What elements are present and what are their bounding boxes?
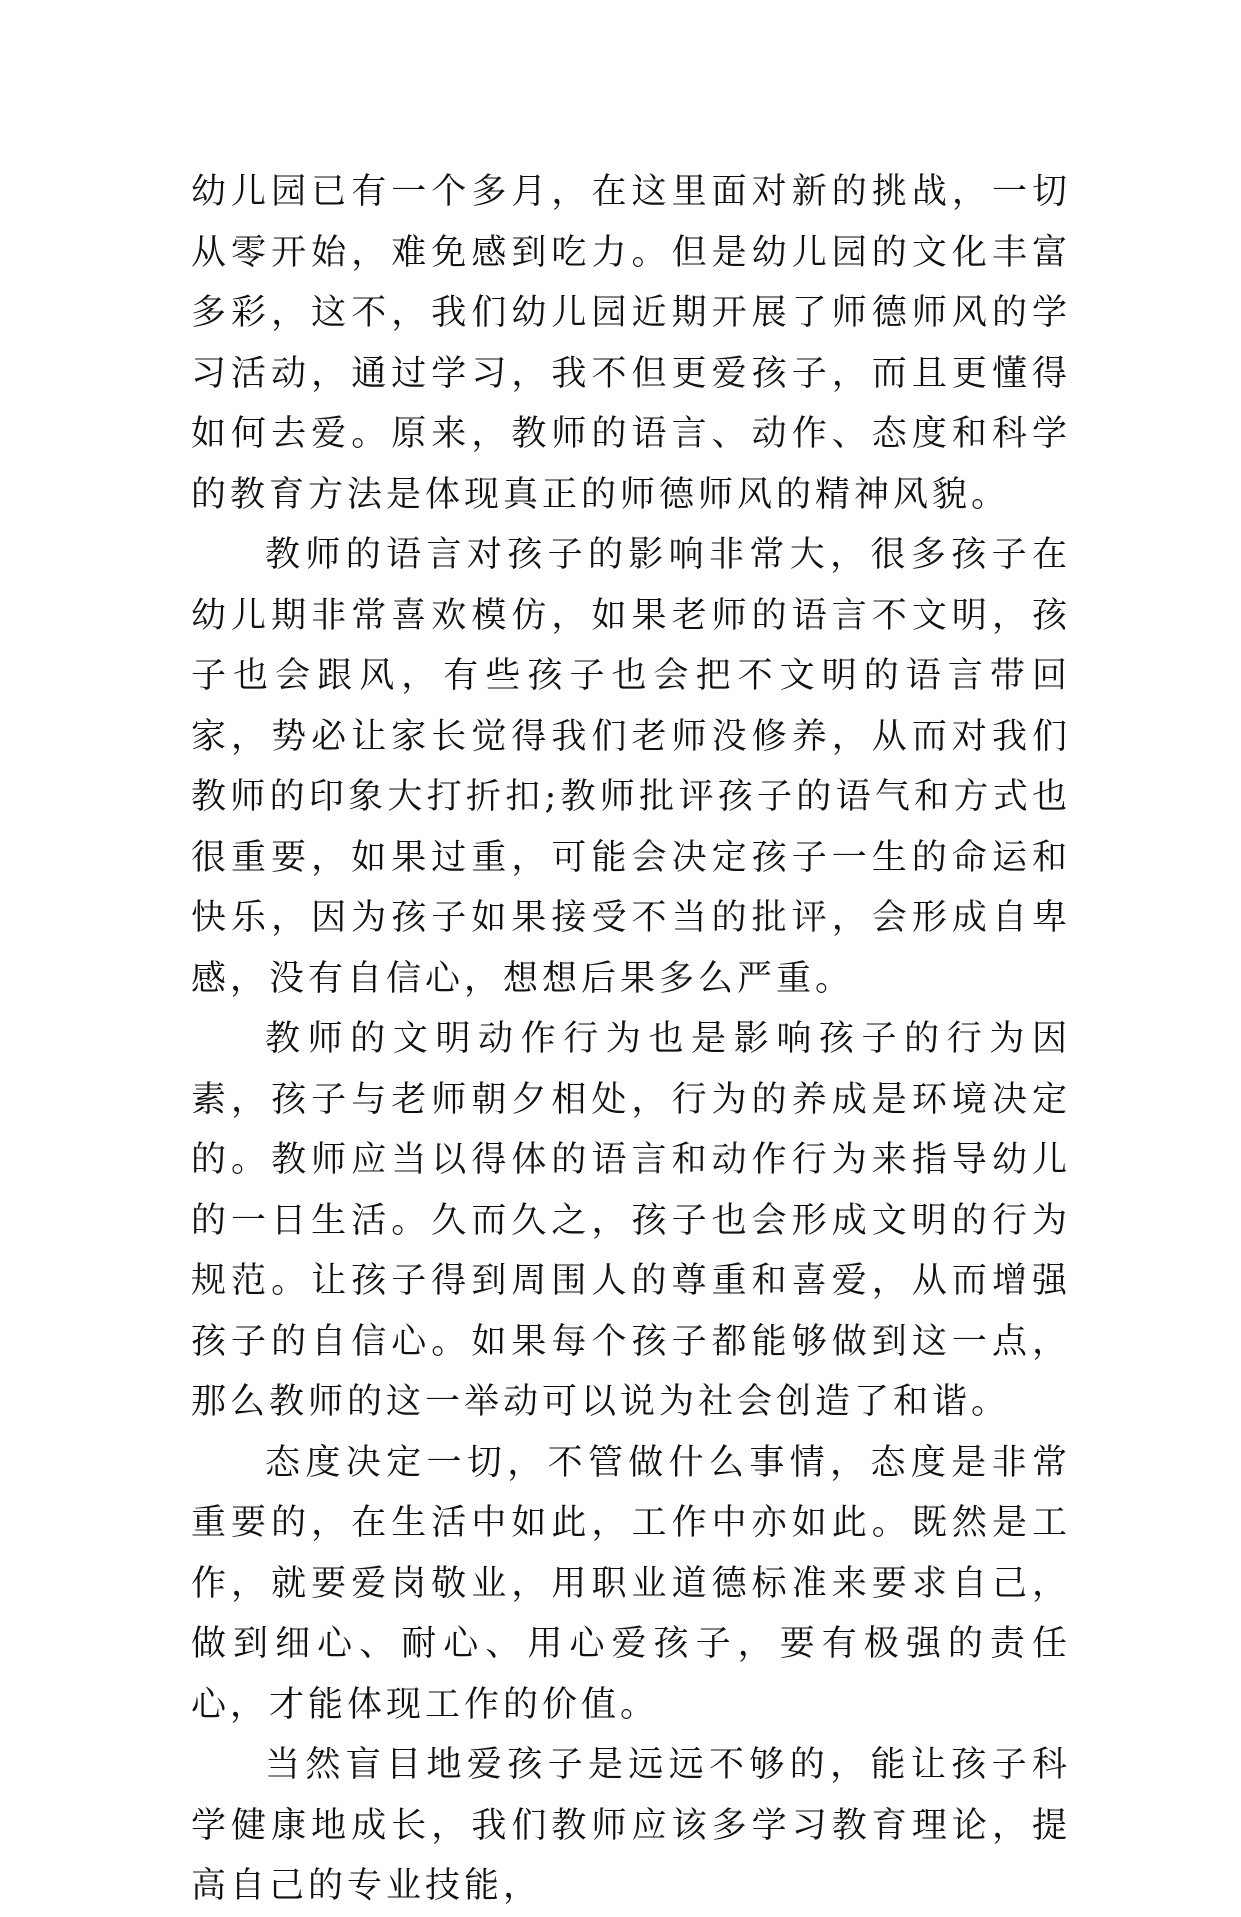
paragraph-teacher-language: 教师的语言对孩子的影响非常大，很多孩子在幼儿期非常喜欢模仿，如果老师的语言不文明，孩子也会跟风，有些孩子也会把不文明的语言带回家，势必让家长觉得我们老师没修养，从而对我们教师的印象大打折扣;教师批评孩子的语气和方式也很重要，如果过重，可能会决定孩子一生的命运和快乐，因为孩子如果接受不当的批评，会形成自卑感，没有自信心，想想后果多么严重。 (191, 535, 1071, 999)
paragraph-teacher-behavior: 教师的文明动作行为也是影响孩子的行为因素，孩子与老师朝夕相处，行为的养成是环境决定的。教师应当以得体的语言和动作行为来指导幼儿的一日生活。久而久之，孩子也会形成文明的行为规范。让孩子得到周围人的尊重和喜爱，从而增强孩子的自信心。如果每个孩子都能够做到这一点，那么教师的这一举动可以说为社会创造了和谐。 (191, 1019, 1071, 1422)
paragraph-intro: 幼儿园已有一个多月，在这里面对新的挑战，一切从零开始，难免感到吃力。但是幼儿园的文化丰富多彩，这不，我们幼儿园近期开展了师德师风的学习活动，通过学习，我不但更爱孩子，而且更懂得如何去爱。原来，教师的语言、动作、态度和科学的教育方法是体现真正的师德师风的精神风貌。 (191, 172, 1071, 515)
paragraph-scientific-love: 当然盲目地爱孩子是远远不够的，能让孩子科学健康地成长，我们教师应该多学习教育理论，提高自己的专业技能， (191, 1745, 1071, 1906)
document-body (191, 162, 1071, 1917)
paragraph-attitude: 态度决定一切，不管做什么事情，态度是非常重要的，在生活中如此，工作中亦如此。既然是工作，就要爱岗敬业，用职业道德标准来要求自己，做到细心、耐心、用心爱孩子，要有极强的责任心，才能体现工作的价值。 (191, 1442, 1071, 1725)
